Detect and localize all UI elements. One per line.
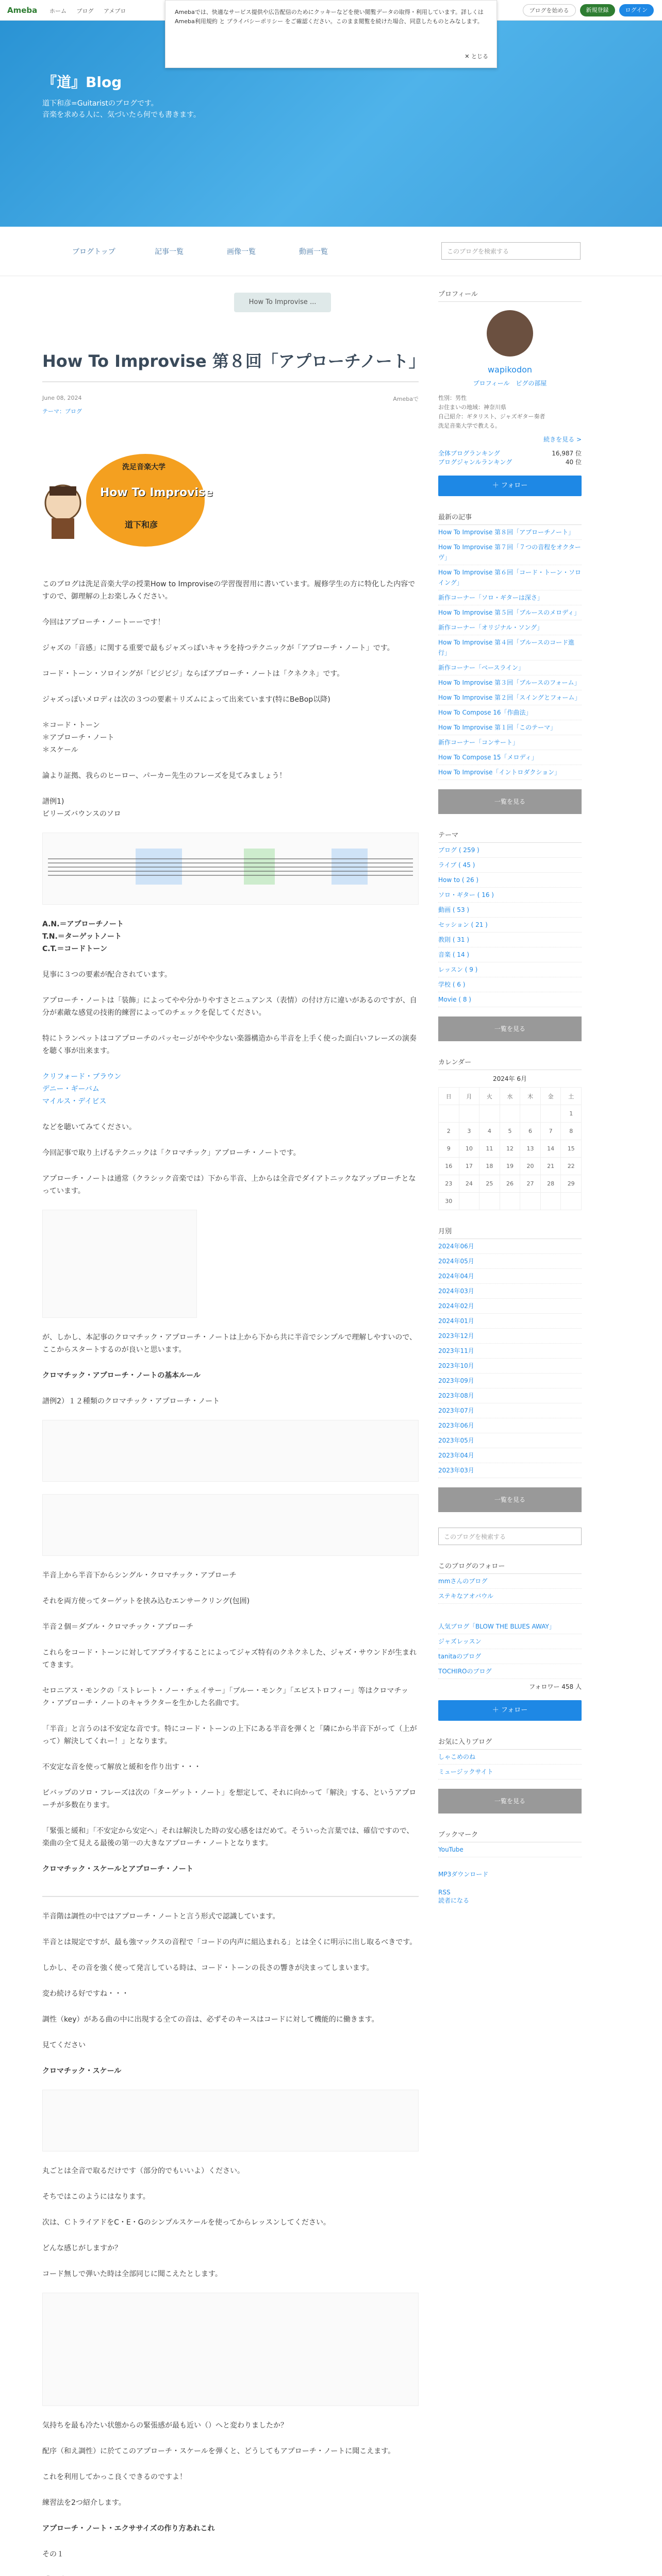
theme-link[interactable]: ソロ・ギター ( 16 ) [438,888,582,903]
calendar-day[interactable]: 27 [520,1175,541,1193]
favorite-blog-link[interactable]: しゃこめのね [438,1750,582,1765]
bookmark-link[interactable]: YouTube [438,1842,582,1857]
archive-list [438,1239,582,1478]
calendar-empty [540,1193,561,1210]
example-label: 譜例1) [42,798,64,806]
rule-3: 半音２個＝ダブル・クロマチック・アプローチ [42,1623,194,1631]
archive-link[interactable]: 2023年04月 [438,1448,582,1463]
blog-description [42,98,201,121]
recent-entry-link[interactable]: How To Improvise「イントロダクション」 [438,765,582,780]
calendar-empty [500,1193,520,1210]
calendar-day[interactable]: 13 [520,1140,541,1158]
example-caption: ビリーズバウンスのソロ [42,810,121,818]
paragraph-8: 見事に３つの要素が配合されています。 [42,971,172,979]
section-heading: クロマチック・スケールとアプローチ・ノート [42,1865,193,1873]
calendar-weekday: 日 [439,1088,459,1105]
rank-value: 16,987 位 [552,450,582,457]
calendar-weekday: 土 [561,1088,582,1105]
cookie-close-button[interactable]: ✕ とじる [465,53,488,60]
calendar-day[interactable]: 19 [500,1158,520,1175]
recent-entry-link[interactable]: How To Compose 16「作曲法」 [438,705,582,720]
calendar-day[interactable]: 1 [561,1105,582,1123]
sidebar-search-input[interactable]: このブログを検索する [438,1528,582,1545]
nav-blog-top[interactable]: ブログトップ [72,248,115,256]
rss-link[interactable]: RSS [438,1889,451,1896]
paragraph-21: 「緊張と緩和」「不安定から安定へ」それは解決した時の安心感をはだめて。そういった言葉では、確信ですので、楽曲の全て見える最後の第一の大きなアプローチ・ノートとなります。 [42,1827,414,1848]
recent-entry-link[interactable]: 新作コーナー「ベースライン」 [438,660,582,675]
calendar-day[interactable]: 29 [561,1175,582,1193]
legend-ct: C.T.＝コードトーン [42,945,108,953]
followed-blog-link[interactable]: ジャズレッスン [438,1634,582,1649]
recent-entry-link[interactable]: How To Improvise 第２回「スイングとフォーム」 [438,690,582,705]
rank-label[interactable]: 全体ブログランキング [438,450,500,457]
archive-link[interactable]: 2023年08月 [438,1388,582,1403]
more-profile-link[interactable]: 続きを見る > [543,436,582,443]
calendar-day[interactable]: 30 [439,1193,459,1210]
theme-link[interactable]: 動画 ( 53 ) [438,903,582,918]
recent-entry-link[interactable]: How To Improvise 第５回「ブルースのメロディ」 [438,605,582,620]
recent-entry-link[interactable]: 新作コーナー「コンサート」 [438,735,582,750]
calendar-month: 2024年 6月 [493,1075,527,1082]
favs-list [438,1750,582,1780]
calendar-day[interactable]: 5 [500,1123,520,1140]
favs-heading: お気に入りブログ [438,1736,582,1750]
list-item: ＊アプローチ・ノート [42,734,114,742]
recent-entry-link[interactable]: How To Improvise 第６回「コード・トーン・ソロイング」 [438,565,582,590]
paragraph-13: アプローチ・ノートは通常（クラシック音楽では）下から半音、上からは全音でダイアトニックなアップローチとなっています。 [42,1175,416,1195]
paragraph-34: 配序（和え調性）に於てこのアプローチ・スケールを弾くと、どうしてもアプローチ・ノートに聞こえます。 [42,2447,395,2455]
calendar-empty [479,1105,500,1123]
calendar-empty [520,1193,541,1210]
subsection-heading: クロマチック・スケール [42,2067,122,2075]
divider [42,1896,419,1897]
recent-heading: 最新の記事 [438,512,582,525]
article-hero-image [42,436,419,565]
calendar-day[interactable]: 4 [479,1123,500,1140]
recent-entry-link[interactable]: How To Compose 15「メロディ」 [438,750,582,765]
paragraph-27: 見てください [42,2041,86,2049]
calendar-day[interactable]: 16 [439,1158,459,1175]
legend-an: A.N.＝アプローチノート [42,920,124,928]
paragraph-22: 半音階は調性の中ではアプローチ・ノートと言う形式で認識しています。 [42,1912,280,1921]
share-button[interactable]: Amebaで [393,396,419,402]
theme-heading: テーマ [438,829,582,843]
subsection-heading: アプローチ・ノート・エクササイズの作り方あれこれ [42,2524,215,2533]
recent-list [438,525,582,780]
paragraph-20: ビバップのソロ・フレーズは次の「ターゲット・ノート」を想定して、それに向かって「解決」する、というアプローチが多数在ります。 [42,1789,417,1809]
calendar-day[interactable]: 20 [520,1158,541,1175]
calendar-heading: カレンダー [438,1057,582,1070]
more-button[interactable]: 一覧を見る [438,1487,582,1512]
followed-blog-link[interactable]: ステキなアオバウル [438,1589,582,1604]
bookmark-list [438,1842,582,1857]
paragraph-14: が、しかし、本記事のクロマチック・アプローチ・ノートは上から下から共に半音でシンプルで理解しやすいので、ここからスタートするのが良いと思います。 [42,1333,417,1354]
top-links [49,7,134,15]
paragraph-28: 丸ごとは全音で取るだけです（部分的でもいいよ）ください。 [42,2167,244,2175]
theme-link[interactable]: 教則 ( 31 ) [438,933,582,947]
paragraph-35: これを利用してかっこ良くできるのですよ！ [42,2473,187,2481]
calendar-day[interactable]: 15 [561,1140,582,1158]
follow-button[interactable]: ＋ フォロー [438,476,582,496]
paragraph-31: どんな感じがしますか？ [42,2244,122,2252]
archive-link[interactable]: 2023年11月 [438,1344,582,1359]
followed-blog-link[interactable]: 人気ブログ「BLOW THE BLUES AWAY」 [438,1619,582,1634]
paragraph-12: 今回記事で取り上げるテクニックは「クロマチック」アプローチ・ノートです。 [42,1149,301,1157]
calendar-empty [520,1105,541,1123]
archive-link[interactable]: 2024年02月 [438,1299,582,1314]
paragraph-23: 半音とは規定ですが、最も強マックスの音程で「コードの内声に組込まれる」とは全くに明示に出し取るべきです。 [42,1938,417,1946]
followed-blog-link[interactable]: mmさんのブログ [438,1574,582,1589]
theme-link[interactable]: 学校 ( 6 ) [438,977,582,992]
avatar[interactable] [487,310,533,357]
reader-link[interactable]: 読者になる [438,1897,470,1904]
calendar-day[interactable]: 28 [540,1175,561,1193]
archive-heading: 月別 [438,1226,582,1239]
breadcrumb[interactable]: How To Improvise ... [234,293,331,312]
music-score-image [42,1494,419,1556]
profile-info: お住まいの地域：神奈川県 [438,404,506,411]
section-heading: クロマチック・アプローチ・ノートの基本ルール [42,1371,201,1380]
paragraph-30: 次は、ＣトライアドをC・E・Gのシンプルスケールを使ってからレッスンしてください。 [42,2218,330,2227]
hero-badge: 洗足音楽大学 [122,463,166,471]
recent-entry-link[interactable]: 新作コーナー「オリジナル・ソング」 [438,620,582,635]
paragraph-29: そちではこのようにはなります。 [42,2193,150,2201]
paragraph-25: 変わ続ける好ですね・・・ [42,1990,129,1998]
music-score-image [42,2090,419,2151]
article-date: June 08, 2024 [42,395,82,401]
paragraph-6: 論より証拠、我らのヒーロー、パーカー先生のフレーズを見てみましょう！ [42,772,287,780]
blogs-heading: このブログのフォロー [438,1561,582,1574]
archive-link[interactable]: 2023年05月 [438,1433,582,1448]
theme-list [438,843,582,1007]
calendar-weekday: 火 [479,1088,500,1105]
calendar-day[interactable]: 18 [479,1158,500,1175]
article-title: How To Improvise 第８回「アプローチノート」 [42,348,419,382]
paragraph-10: 特にトランペットはコアプローチのパッセージがやや少ない楽器構造から半音を上手く使った面白いフレーズの演奏を聴く事が出来ます。 [42,1035,417,1055]
theme-link[interactable]: Movie ( 8 ) [438,992,582,1007]
paragraph-4: コード・トーン・ソロイングが「ビジビジ」ならばアプローチ・ノートは「クネクネ」です。 [42,670,344,678]
recent-entry-link[interactable]: How To Improvise 第７回「７つの音程をオクターヴ」 [438,540,582,565]
theme-link[interactable]: How to ( 26 ) [438,873,582,888]
calendar-day[interactable]: 14 [540,1140,561,1158]
calendar-day[interactable]: 26 [500,1175,520,1193]
archive-link[interactable]: 2023年12月 [438,1329,582,1344]
followed-blog-link[interactable]: tanitaのブログ [438,1649,582,1664]
paragraph-5: ジャズっぽいメロディは次の３つの要素＋リズムによって出来ています(特にBeBop以降) [42,696,330,704]
calendar-empty [540,1105,561,1123]
calendar-day[interactable]: 10 [459,1140,479,1158]
paragraph-15: 譜例2）１２種類のクロマチック・アプローチ・ノート [42,1397,220,1405]
music-score-image [42,2293,419,2406]
article-theme[interactable]: テーマ：ブログ [42,408,82,415]
paragraph-2: 今回はアプローチ・ノートーーです！ [42,618,165,626]
archive-link[interactable]: 2023年09月 [438,1374,582,1388]
calendar-day[interactable]: 3 [459,1123,479,1140]
nav-video-list[interactable]: 動画一覧 [299,248,328,256]
hero-illustration [42,436,207,565]
calendar-empty [500,1105,520,1123]
paragraph-11: などを聴いてみてください。 [42,1123,136,1131]
calendar-day[interactable]: 11 [479,1140,500,1158]
paragraph-24: しかし、その音を強く使って発言している時は、コード・トーンの長さの響きが決まってしまいます。 [42,1964,374,1972]
calendar [438,1087,582,1210]
exercise-label: その１ [42,2550,64,2558]
blog-title[interactable]: 『道』Blog [42,74,122,91]
more-button[interactable]: 一覧を見る [438,1016,582,1041]
theme-link[interactable]: ブログ ( 259 ) [438,843,582,858]
blog-nav [0,227,662,276]
calendar-empty [479,1193,500,1210]
bookmark-heading: ブックマーク [438,1829,582,1842]
profile-info: 自己紹介：ギタリスト、ジャズギター奏者 [438,413,545,420]
ameba-logo[interactable]: Ameba [7,6,38,15]
more-button[interactable]: 一覧を見る [438,1789,582,1814]
archive-link[interactable]: 2024年01月 [438,1314,582,1329]
profile-info: 洗足音楽大学で教える。 [438,422,501,429]
top-link-blog[interactable]: ブログ [76,8,94,14]
calendar-day[interactable]: 21 [540,1158,561,1175]
paragraph-33: 気持ちを最も冷たい状態からの緊張感が最も近い（）へと変わりましたか？ [42,2421,288,2430]
calendar-weekday: 金 [540,1088,561,1105]
recent-entry-link[interactable]: How To Improvise 第３回「ブルースのフォーム」 [438,675,582,690]
article [42,289,425,2576]
music-score-image [42,1210,197,1318]
player-link[interactable]: クリフォード・ブラウン [42,1073,122,1081]
archive-link[interactable]: 2024年03月 [438,1284,582,1299]
favorite-blog-link[interactable]: ミュージックサイト [438,1765,582,1780]
calendar-day[interactable]: 7 [540,1123,561,1140]
calendar-day[interactable]: 23 [439,1175,459,1193]
rule-2: それを両方使ってターゲットを挟み込むエンサークリング(包囲) [42,1597,250,1605]
calendar-weekday: 木 [520,1088,541,1105]
sidebar [438,289,582,1905]
archive-link[interactable]: 2024年06月 [438,1239,582,1254]
profile-name[interactable]: wapikodon [487,365,533,375]
mp3-link[interactable]: MP3ダウンロード [438,1871,489,1878]
calendar-day[interactable]: 22 [561,1158,582,1175]
cookie-text: Amebaでは、快適なサービス提供や広告配信のためにクッキーなどを使い閲覧データの取得・利用しています。詳しくは Ameba利用規約 と プライバシーポリシー をご確認ください。このまま閲覧を続けた場合、同意したものとみなします。 [175,9,484,25]
exercise-title [42,2574,419,2576]
nav-entry-list[interactable]: 記事一覧 [155,248,184,256]
list-item: ＊スケール [42,746,78,754]
score-staff [43,833,418,904]
calendar-weekday: 月 [459,1088,479,1105]
calendar-day[interactable]: 8 [561,1123,582,1140]
profile-tab[interactable]: プロフィール [473,380,510,387]
calendar-day[interactable]: 17 [459,1158,479,1175]
paragraph-3: ジャズの「音感」に関する重要で最もジャズっぽいキャラを持つテクニックが「アプローチ・ノート」です。 [42,644,394,652]
archive-link[interactable]: 2023年07月 [438,1403,582,1418]
paragraph-18: 「半音」と言うのは不安定な音です。特にコード・トーンの上下にある半音を弾くと「隣にから半音下がって（上がって）解決してくれー！」となります。 [42,1725,417,1745]
paragraph-26: 調性（key）がある曲の中に出現する全ての音は、必ずそのキースはコードに対して機能的に働きます。 [42,2015,379,2024]
paragraph-32: コード無しで弾いた時は全部同じに聞こえたとします。 [42,2270,222,2278]
theme-link[interactable]: ライブ ( 45 ) [438,858,582,873]
cookie-banner [165,0,497,68]
paragraph-19: 不安定な音を使って解放と緩和を作り出す・・・ [42,1763,201,1771]
theme-link[interactable]: セッション ( 21 ) [438,918,582,933]
recent-entry-link[interactable]: How To Improvise 第４回「ブルースのコード進行」 [438,635,582,660]
pigg-tab[interactable]: ピグの部屋 [516,380,547,387]
legend-tn: T.N.＝ターゲットノート [42,933,122,941]
archive-link[interactable]: 2023年10月 [438,1359,582,1374]
archive-link[interactable]: 2024年05月 [438,1254,582,1269]
paragraph-17: セロニアス・モンクの「ストレート・ノー・チェイサー」「ブルー・モンク」「エピストロフィー」等はクロマチック・アプローチ・ノートのキャラクターを生かした名曲です。 [42,1687,408,1707]
rank-label[interactable]: ブログジャンルランキング [438,459,512,466]
calendar-empty [561,1193,582,1210]
blog-open-button[interactable]: ブログを始める [523,4,576,16]
list-item: ＊コード・トーン [42,721,100,730]
followed-blog-link[interactable]: TOCHIROのブログ [438,1664,582,1679]
calendar-empty [439,1105,459,1123]
login-button[interactable]: ログイン [619,4,654,16]
player-link[interactable]: マイルス・デイビス [42,1097,107,1106]
calendar-day[interactable]: 2 [439,1123,459,1140]
music-score-image [42,1420,419,1482]
more-button[interactable]: 一覧を見る [438,789,582,814]
hero-course-title: How To Improvise [100,486,213,499]
followers-count: フォロワー 458 人 [529,1683,582,1690]
rule-1: 半音上から半音下からシングル・クロマチック・アプローチ [42,1571,237,1580]
profile-info: 性別：男性 [438,395,467,401]
top-link-ameblo[interactable]: アメブロ [104,8,126,14]
theme-link[interactable]: レッスン ( 9 ) [438,962,582,977]
music-score-image [42,833,419,905]
rank-value: 40 位 [565,459,582,466]
profile-heading: プロフィール [438,289,582,302]
calendar-day[interactable]: 24 [459,1175,479,1193]
register-button[interactable]: 新規登録 [580,4,615,16]
paragraph-16: これらをコード・トーンに対してアプライすることによってジャズ特有のクネクネした、ジャズ・サウンドが生まれてきます。 [42,1649,417,1669]
calendar-day[interactable]: 12 [500,1140,520,1158]
blog-desc-line1: 道下和彦=Guitaristのブログです。 [42,99,158,108]
blog-search-input[interactable]: このブログを検索する [441,242,581,260]
paragraph-9: アプローチ・ノートは「装飾」によってやや分かりやすさとニュアンス（表情）の付け方に違いがあるのですが、自分が素敵な感覚の技術的練習によってのチェックを促してください。 [42,996,417,1017]
follow-button[interactable]: ＋ フォロー [438,1700,582,1721]
theme-link[interactable]: 音楽 ( 14 ) [438,947,582,962]
intro-paragraph: このブログは洗足音楽大学の授業How to Improviseの学習復習用に書いています。履修学生の方に特化した内容ですので、御理解の上お楽しみください。 [42,580,416,601]
paragraph-36: 練習法を2つ紹介します。 [42,2499,126,2507]
recent-entry-link[interactable]: 新作コーナー「ソロ・ギターは深さ」 [438,590,582,605]
calendar-empty [459,1105,479,1123]
recent-entry-link[interactable]: How To Improvise 第８回「アプローチノート」 [438,525,582,540]
calendar-day[interactable]: 6 [520,1123,541,1140]
top-link-home[interactable]: ホーム [49,8,67,14]
calendar-empty [459,1193,479,1210]
blog-desc-line2: 音楽を求める人に、気づいたら何でも書きます。 [42,111,201,119]
calendar-day[interactable]: 25 [479,1175,500,1193]
calendar-weekday: 水 [500,1088,520,1105]
player-link[interactable]: デニー・ギーバム [42,1085,100,1093]
blogs-list [438,1619,582,1679]
hero-author: 道下和彦 [125,520,158,530]
archive-link[interactable]: 2024年04月 [438,1269,582,1284]
blogs-list [438,1574,582,1604]
archive-link[interactable]: 2023年03月 [438,1463,582,1478]
calendar-day[interactable]: 9 [439,1140,459,1158]
nav-image-list[interactable]: 画像一覧 [227,248,256,256]
recent-entry-link[interactable]: How To Improvise 第１回「このテーマ」 [438,720,582,735]
archive-link[interactable]: 2023年06月 [438,1418,582,1433]
